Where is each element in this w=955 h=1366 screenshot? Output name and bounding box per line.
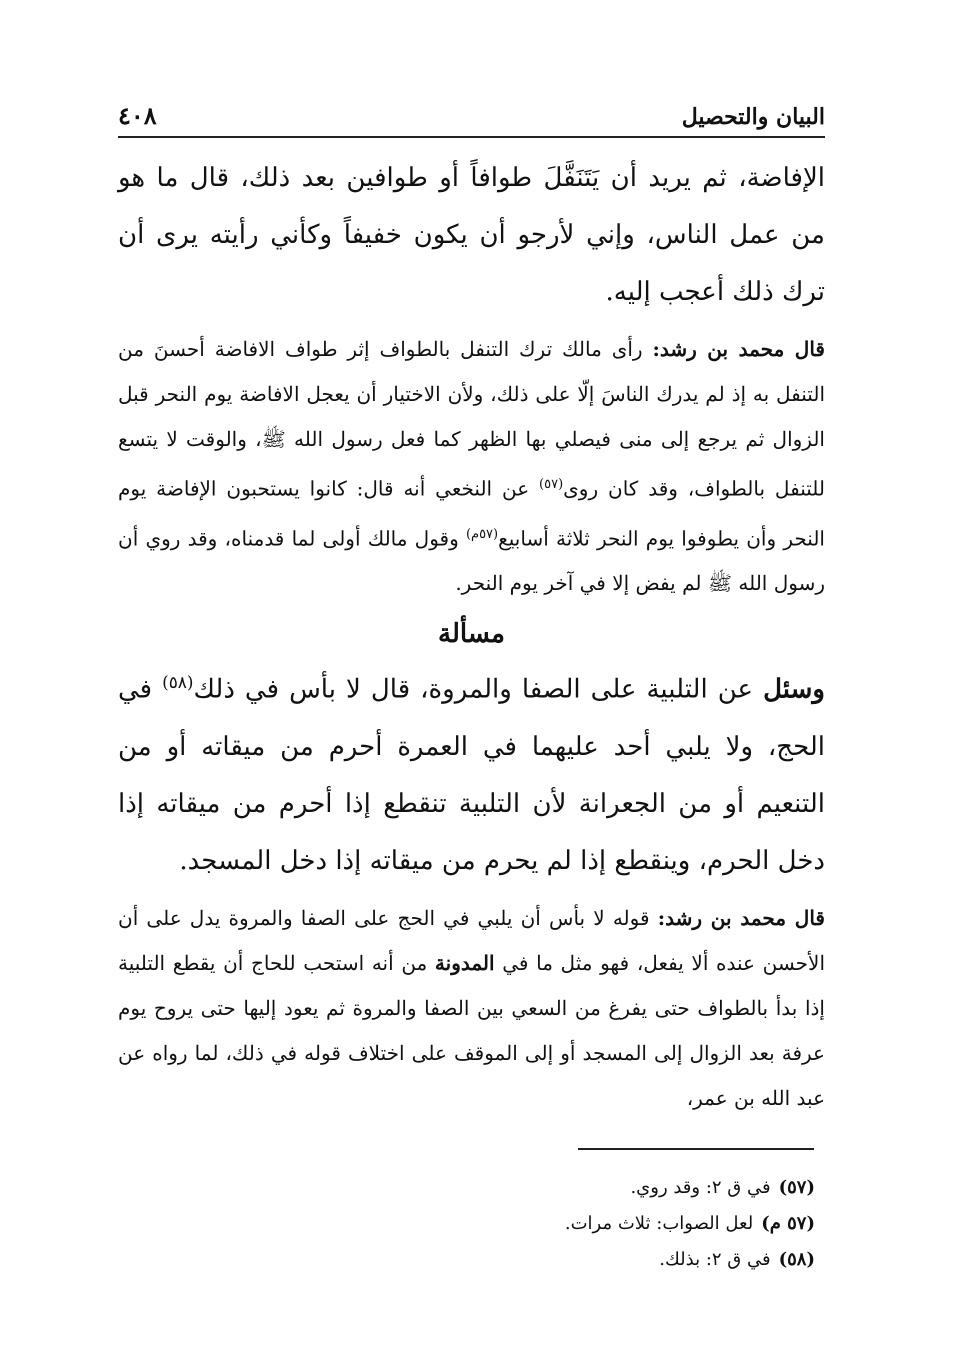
footnote-text: في ق ٢: بذلك.	[659, 1249, 771, 1270]
footnote-ref-58: (٥٨)	[162, 672, 194, 693]
paragraph-3-text-a: عن التلبية على الصفا والمروة، قال لا بأس في ذلك	[193, 674, 764, 705]
footnote-text: في ق ٢: وقد روي.	[630, 1177, 771, 1198]
body-text	[118, 150, 825, 1129]
section-heading: مسألة	[438, 619, 505, 650]
footnote-text: لعل الصواب: ثلاث مرات.	[564, 1213, 754, 1234]
paragraph-2-text-b: عن النخعي أنه قال: كانوا يستحبون الإفاضة يوم النحر وأن يطوفوا يوم النحر ثلاثة أسابيع	[118, 476, 825, 551]
paragraph-1	[118, 150, 825, 321]
footnote-ref-57m: (٥٧م)	[465, 526, 499, 542]
mudawwana-term: المدونة	[434, 950, 495, 975]
commentary-lead: قال محمد بن رشد:	[652, 337, 825, 361]
footnote-number: (٥٧ م)	[761, 1213, 815, 1234]
paragraph-2-text-c: وقول مالك أولى لما قدمناه، وقد روي أن رسول الله ﷺ لم يفض إلا في آخر يوم النحر.	[118, 526, 825, 596]
footnotes	[118, 1170, 815, 1278]
paragraph-3-text-b: في الحج، ولا يلبي أحد عليهما في العمرة أحرم من ميقاته أو من التنعيم أو من الجعرانة لأن التلبية تنقطع إذا أحرم من ميقاته إذا دخل الحرم، وينقطع إذا لم يحرم من ميقاته إذا دخل المسجد.	[118, 674, 825, 876]
paragraph-1-text: الإفاضة، ثم يريد أن يَتَنَفَّلَ طوافاً أو طوافين بعد ذلك، قال ما هو من عمل الناس، وإني لأرجو أن يكون خفيفاً وكأني رأيته يرى أن ترك ذلك أعجب إليه.	[118, 163, 825, 307]
paragraph-2-text-a: رأى مالك ترك التنفل بالطواف إثر طواف الافاضة أحسنَ من التنفل به إذ لم يدرك الناسَ إلّا على ذلك، ولأن الاختيار أن يعجل الافاضة يوم النحر قبل الزوال ثم يرجع إلى منى فيصلي بها الظهر كما فعل رسول الله ﷺ، والوقت لا يتسع للتنفل بالطواف، وقد كان روى	[118, 337, 825, 501]
paragraph-3	[118, 654, 825, 890]
paragraph-4	[118, 896, 825, 1121]
commentary-lead-2: قال محمد بن رشد:	[657, 905, 825, 930]
question-lead: وسئل	[763, 674, 825, 705]
running-title: البيان والتحصيل	[681, 104, 825, 130]
footnote-ref-57: (٥٧)	[539, 477, 564, 492]
footnote-number: (٥٧)	[778, 1177, 815, 1198]
page-header	[118, 90, 825, 138]
page-number: ٤٠٨	[118, 101, 157, 130]
paragraph-4-text-b: من أنه استحب للحاج أن يقطع التلبية إذا بدأ بالطواف حتى يفرغ من السعي بين الصفا والمروة ثم يعود إليها حتى يروح يوم عرفة بعد الزوال إلى المسجد أو إلى الموقف على اختلاف قوله في ذلك، لما رواه عن عبد الله بن عمر،	[118, 950, 825, 1110]
footnote-divider	[578, 1148, 814, 1150]
footnote-item	[118, 1170, 815, 1206]
paragraph-2	[118, 327, 825, 606]
footnote-item	[118, 1242, 815, 1278]
footnote-item	[118, 1206, 815, 1242]
footnote-number: (٥٨)	[778, 1249, 815, 1270]
paragraph-4-text-a: قوله لا بأس أن يلبي في الحج على الصفا والمروة يدل على أن الأحسن عنده ألا يفعل، فهو مثل ما في	[118, 905, 826, 975]
